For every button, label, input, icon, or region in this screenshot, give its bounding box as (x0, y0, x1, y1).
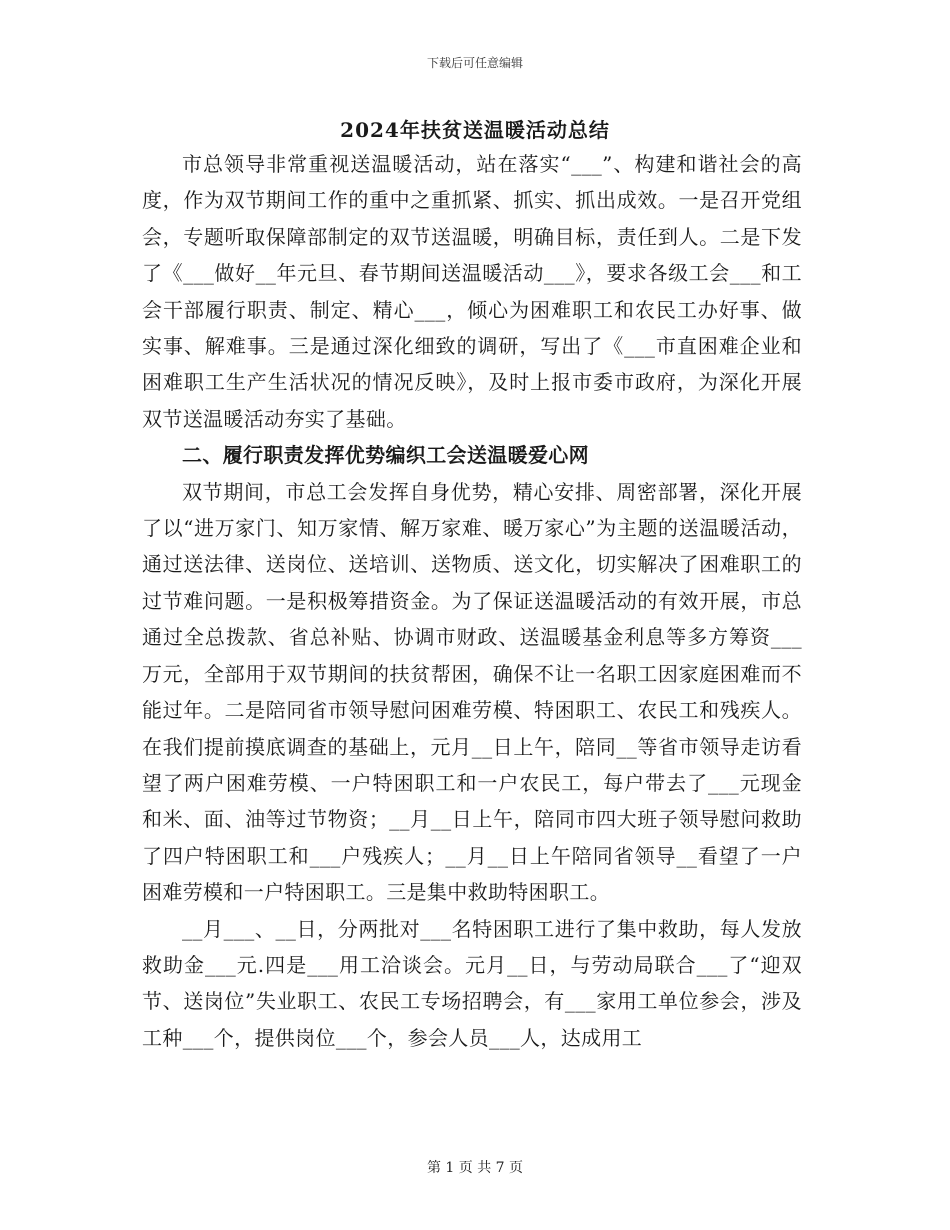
paragraph-intro: 市总领导非常重视送温暖活动，站在落实“___”、构建和谐社会的高度，作为双节期间工作的重中之重抓紧、抓实、抓出成效。一是召开党组会，专题听取保障部制定的双节送温暖，明确目标，责任到人。二是下发了《___做好__年元旦、春节期间送温暖活动___》，要求各级工会___和工会干部履行职责、制定、精心___，倾心为困难职工和农民工办好事、做实事、解难事。三是通过深化细致的调研，写出了《___市直困难企业和困难职工生产生活状况的情况反映》，及时上报市委市政府，为深化开展双节送温暖活动夯实了基础。 (142, 152, 802, 431)
header-note: 下载后可任意编辑 (426, 56, 523, 70)
document-title: 2024年扶贫送温暖活动总结 (340, 118, 610, 142)
document-body (142, 146, 802, 1056)
paragraph-relief: __月___、__日，分两批对___名特困职工进行了集中救助，每人发放救助金___元.四是___用工洽谈会。元月__日，与劳动局联合___了“迎双节、送岗位”失业职工、农民工专场招聘会，有___家用工单位参会，涉及工种___个，提供岗位___个，参会人员___人，达成用工 (142, 916, 802, 1050)
page-number: 第 1 页 共 7 页 (426, 1160, 524, 1176)
section-heading: 二、履行职责发挥优势编织工会送温暖爱心网 (182, 443, 589, 468)
paragraph-activities: 双节期间，市总工会发挥自身优势，精心安排、周密部署，深化开展了以“进万家门、知万家情、解万家难、暖万家心”为主题的送温暖活动，通过送法律、送岗位、送培训、送物质、送文化，切实解决了困难职工的过节难问题。一是积极筹措资金。为了保证送温暖活动的有效开展，市总通过全总拨款、省总补贴、协调市财政、送温暖基金利息等多方筹资___万元，全部用于双节期间的扶贫帮困，确保不让一名职工因家庭困难而不能过年。二是陪同省市领导慰问困难劳模、特困职工、农民工和残疾人。在我们提前摸底调查的基础上，元月__日上午，陪同__等省市领导走访看望了两户困难劳模、一户特困职工和一户农民工，每户带去了___元现金和米、面、油等过节物资；__月__日上午，陪同市四大班子领导慰问救助了四户特困职工和___户残疾人；__月__日上午陪同省领导__看望了一户困难劳模和一户特困职工。三是集中救助特困职工。 (142, 479, 802, 905)
